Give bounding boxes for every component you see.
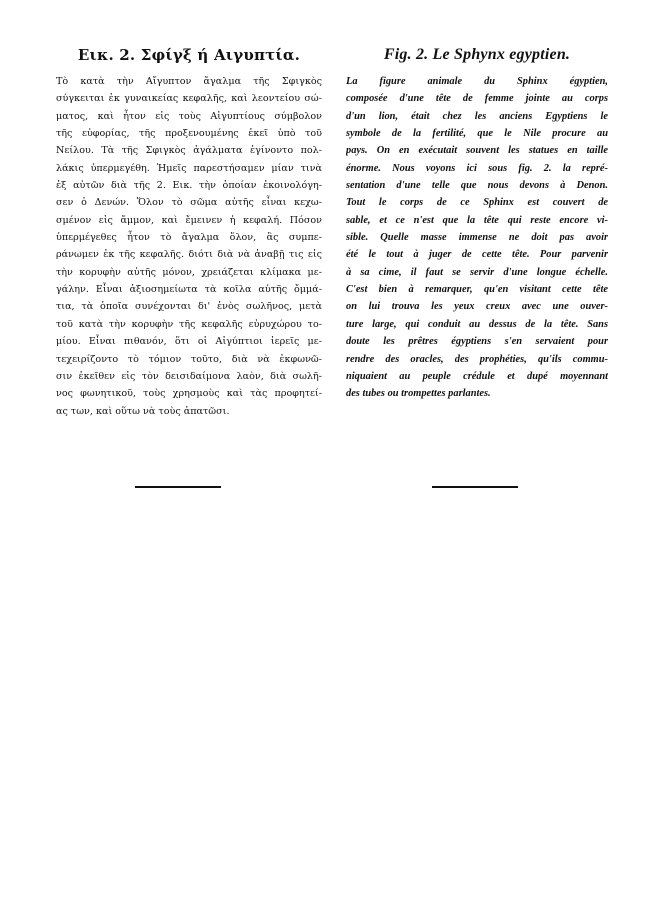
french-heading: Fig. 2. Le Sphynx egyptien. [383,46,571,63]
greek-line: νος φωνητικοῦ, τοὺς χρησμοὺς καὶ τὰς προφητεί- [56,388,322,400]
french-line: des tubes ou trompettes parlantes. [346,388,491,400]
french-column [346,46,608,403]
french-line: été le tout à juger de cette tête. Pour parvenir [346,249,608,261]
greek-line: ἐξ αὐτῶν διὰ τῆς 2. Εικ. τὴν ὁποίαν ἐκοινολόγη- [56,180,322,192]
french-line: on lui trouva les yeux creux avec une ouver- [346,301,608,313]
french-line: ture large, qui conduit au dessus de la tête. Sans [346,318,608,330]
french-line: sentation d'une telle que nous devons à Denon. [346,180,608,192]
greek-line: τια, τὰ ὁποῖα συνέχονται δι' ἑνὸς σωλῆνος, μετὰ [56,301,322,313]
greek-line: λάκις ὑπερμεγέθη. Ἡμεῖς παρεστήσαμεν μίαν τινὰ [56,162,322,174]
greek-line: ράνωμεν ἐκ τῆς κεφαλῆς. διότι διὰ νὰ ἀναβῇ τις εἰς [56,249,322,261]
greek-column [56,46,322,420]
greek-heading: Εικ. 2. Σφίγξ ή Αιγυπτία. [77,46,301,64]
greek-line: γάλην. Εἶναι ἀξιοσημείωτα τὰ κοῖλα αὐτῆς ὄμμά- [56,284,322,296]
greek-line: τοῦ κατὰ τὴν κορυφὴν τῆς κεφαλῆς εὐρυχώρου το- [56,318,322,330]
french-line: niquaient au peuple crédule et dupé moyennant [346,370,608,382]
greek-line: μίου. Εἶναι πιθανόν, ὅτι οἱ Αἰγύπτιοι ἱερεῖς με- [56,336,322,348]
french-line: composée d'une tête de femme jointe au corps [346,93,608,105]
greek-line: τεχειρίζοντο τὸ τόμιον τοῦτο, διὰ νὰ ἐκφωνῶ- [56,353,322,365]
french-line: C'est bien à remarquer, qu'en visitant cette tête [346,284,608,296]
greek-line: τὴν κορυφὴν αὐτῆς μόνον, χρειάζεται κλίμακα με- [56,266,322,278]
greek-line: Τὸ κατὰ τὴν Αἴγυπτον ἄγαλμα τῆς Σφιγκὸς [56,76,322,87]
greek-line: ας των, καὶ οὕτω νὰ τοὺς ἀπατῶσι. [56,405,230,417]
greek-line: ὑπερμέγεθες ἦτον τὸ ἄγαλμα ὅλον, ἂς συμπε- [56,232,322,244]
french-line: symbole de la fertilité, que le Nile procure au [346,128,608,140]
greek-line: τῆς εὐφορίας, τῆς προξενουμένης ἐκεῖ ὑπὸ τοῦ [56,128,322,140]
right-divider-rule [432,486,518,488]
greek-line: σεν ὁ Δενών. Ὅλον τὸ σῶμα αὐτῆς εἶναι κεχω- [56,197,322,209]
french-line: doute les prêtres égyptiens s'en servaient pour [346,336,608,348]
greek-line: σύγκειται ἐκ γυναικείας κεφαλῆς, καὶ λεοντείου σώ- [56,93,322,105]
greek-line: σμένον εἰς ἄμμον, καὶ ἔμεινεν ἡ κεφαλή. Πόσον [56,214,322,226]
greek-line: Νείλου. Τὰ τῆς Σφιγκὸς ἀγάλματα ἐγίνοντο πολ- [56,145,322,157]
french-line: pays. On en exécutait souvent les statues en taille [346,145,608,157]
french-line: énorme. Nous voyons ici sous fig. 2. la repré- [346,162,608,174]
french-line: à sa cime, il faut se servir d'une longue échelle. [346,266,608,278]
french-line: sable, et ce n'est que la tête qui reste encore vi- [346,214,608,226]
french-line: Tout le corps de ce Sphinx est couvert de [346,197,608,209]
left-divider-rule [135,486,221,488]
greek-line: ματος, καὶ ἦτον εἰς τοὺς Αἰγυπτίους σύμβολον [56,110,322,122]
greek-line: σιν ἐκεῖθεν εἰς τὸν δεισιδαίμονα λαὸν, διὰ σωλῆ- [56,370,322,382]
french-line: rendre des oracles, des prophéties, qu'ils commu- [346,353,608,365]
french-line: La figure animale du Sphinx égyptien, [346,76,608,87]
french-line: d'un lion, était chez les anciens Egyptiens le [346,110,608,122]
french-line: sible. Quelle masse immense ne doit pas avoir [346,232,608,244]
